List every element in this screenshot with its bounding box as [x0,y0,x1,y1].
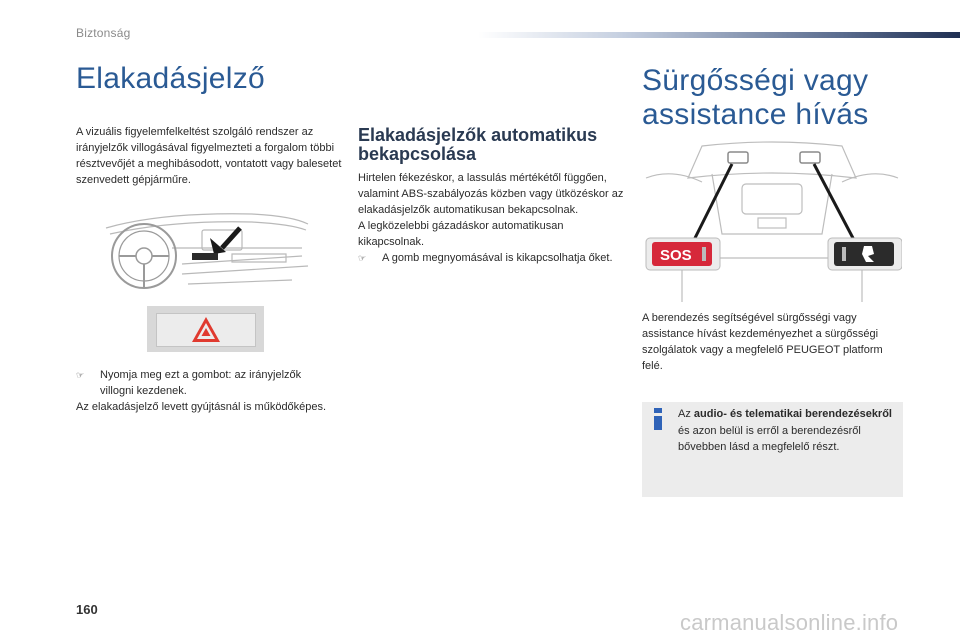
info-text [678,406,894,456]
info-rest: és azon belül is erről a berendezésről bővebben lásd a megfelelő részt. [678,424,861,453]
auto-bullet-text: A gomb megnyomásával is kikapcsolhatja őket. [382,252,613,264]
sos-button-label: SOS [660,247,692,264]
ignition-note: Az elakadásjelző levett gyújtásnál is működőképes. [76,401,327,413]
auto-activation-body [358,170,628,266]
hazard-intro-text: A vizuális figyelemfelkeltést szolgáló rendszer az irányjelzők villogásával figyelmezteti a forgalom többi résztvevőjét a meghibásodott, vontatott vagy balesetet szenvedett gépjárműre. [76,126,342,186]
page-title: Elakadásjelző [76,62,266,95]
hazard-instructions [76,367,332,415]
auto-activation-heading: Elakadásjelzők automatikus bekapcsolása [358,125,598,164]
auto-para-1: Hirtelen fékezéskor, a lassulás mértékétől függően, valamint ABS-szabályozás közben vagy ütközéskor az elakadásjelzők automatikusan bekapcsolnak. [358,172,624,216]
hazard-warning-button[interactable] [156,313,256,347]
section-label: Biztonság [76,26,131,40]
header-gradient-bar [478,32,960,38]
dashboard-illustration [102,208,312,300]
auto-para-2: A legközelebbi gázadáskor automatikusan kikapcsolnak. [358,220,564,248]
sos-console-illustration [642,138,902,302]
sos-title: Sürgősségi vagy assistance hívás [642,64,869,131]
hand-pointer-icon: ☞ [76,370,85,380]
info-bold: audio- és telematikai berendezésekről [693,408,892,420]
page-number: 160 [76,602,98,617]
sos-description: A berendezés segítségével sürgősségi vagy assistance hívást kezdeményezhet a sürgősségi szolgálatok vagy a megfelelő PEUGEOT platform felé. [642,312,883,372]
watermark: carmanualsonline.info [680,610,899,635]
press-bullet [76,367,332,399]
info-icon [654,408,662,435]
info-prefix: Az [678,408,694,420]
auto-bullet [358,250,628,266]
hand-pointer-icon: ☞ [358,253,367,263]
press-bullet-text: Nyomja meg ezt a gombot: az irányjelzők villogni kezdenek. [100,369,302,397]
